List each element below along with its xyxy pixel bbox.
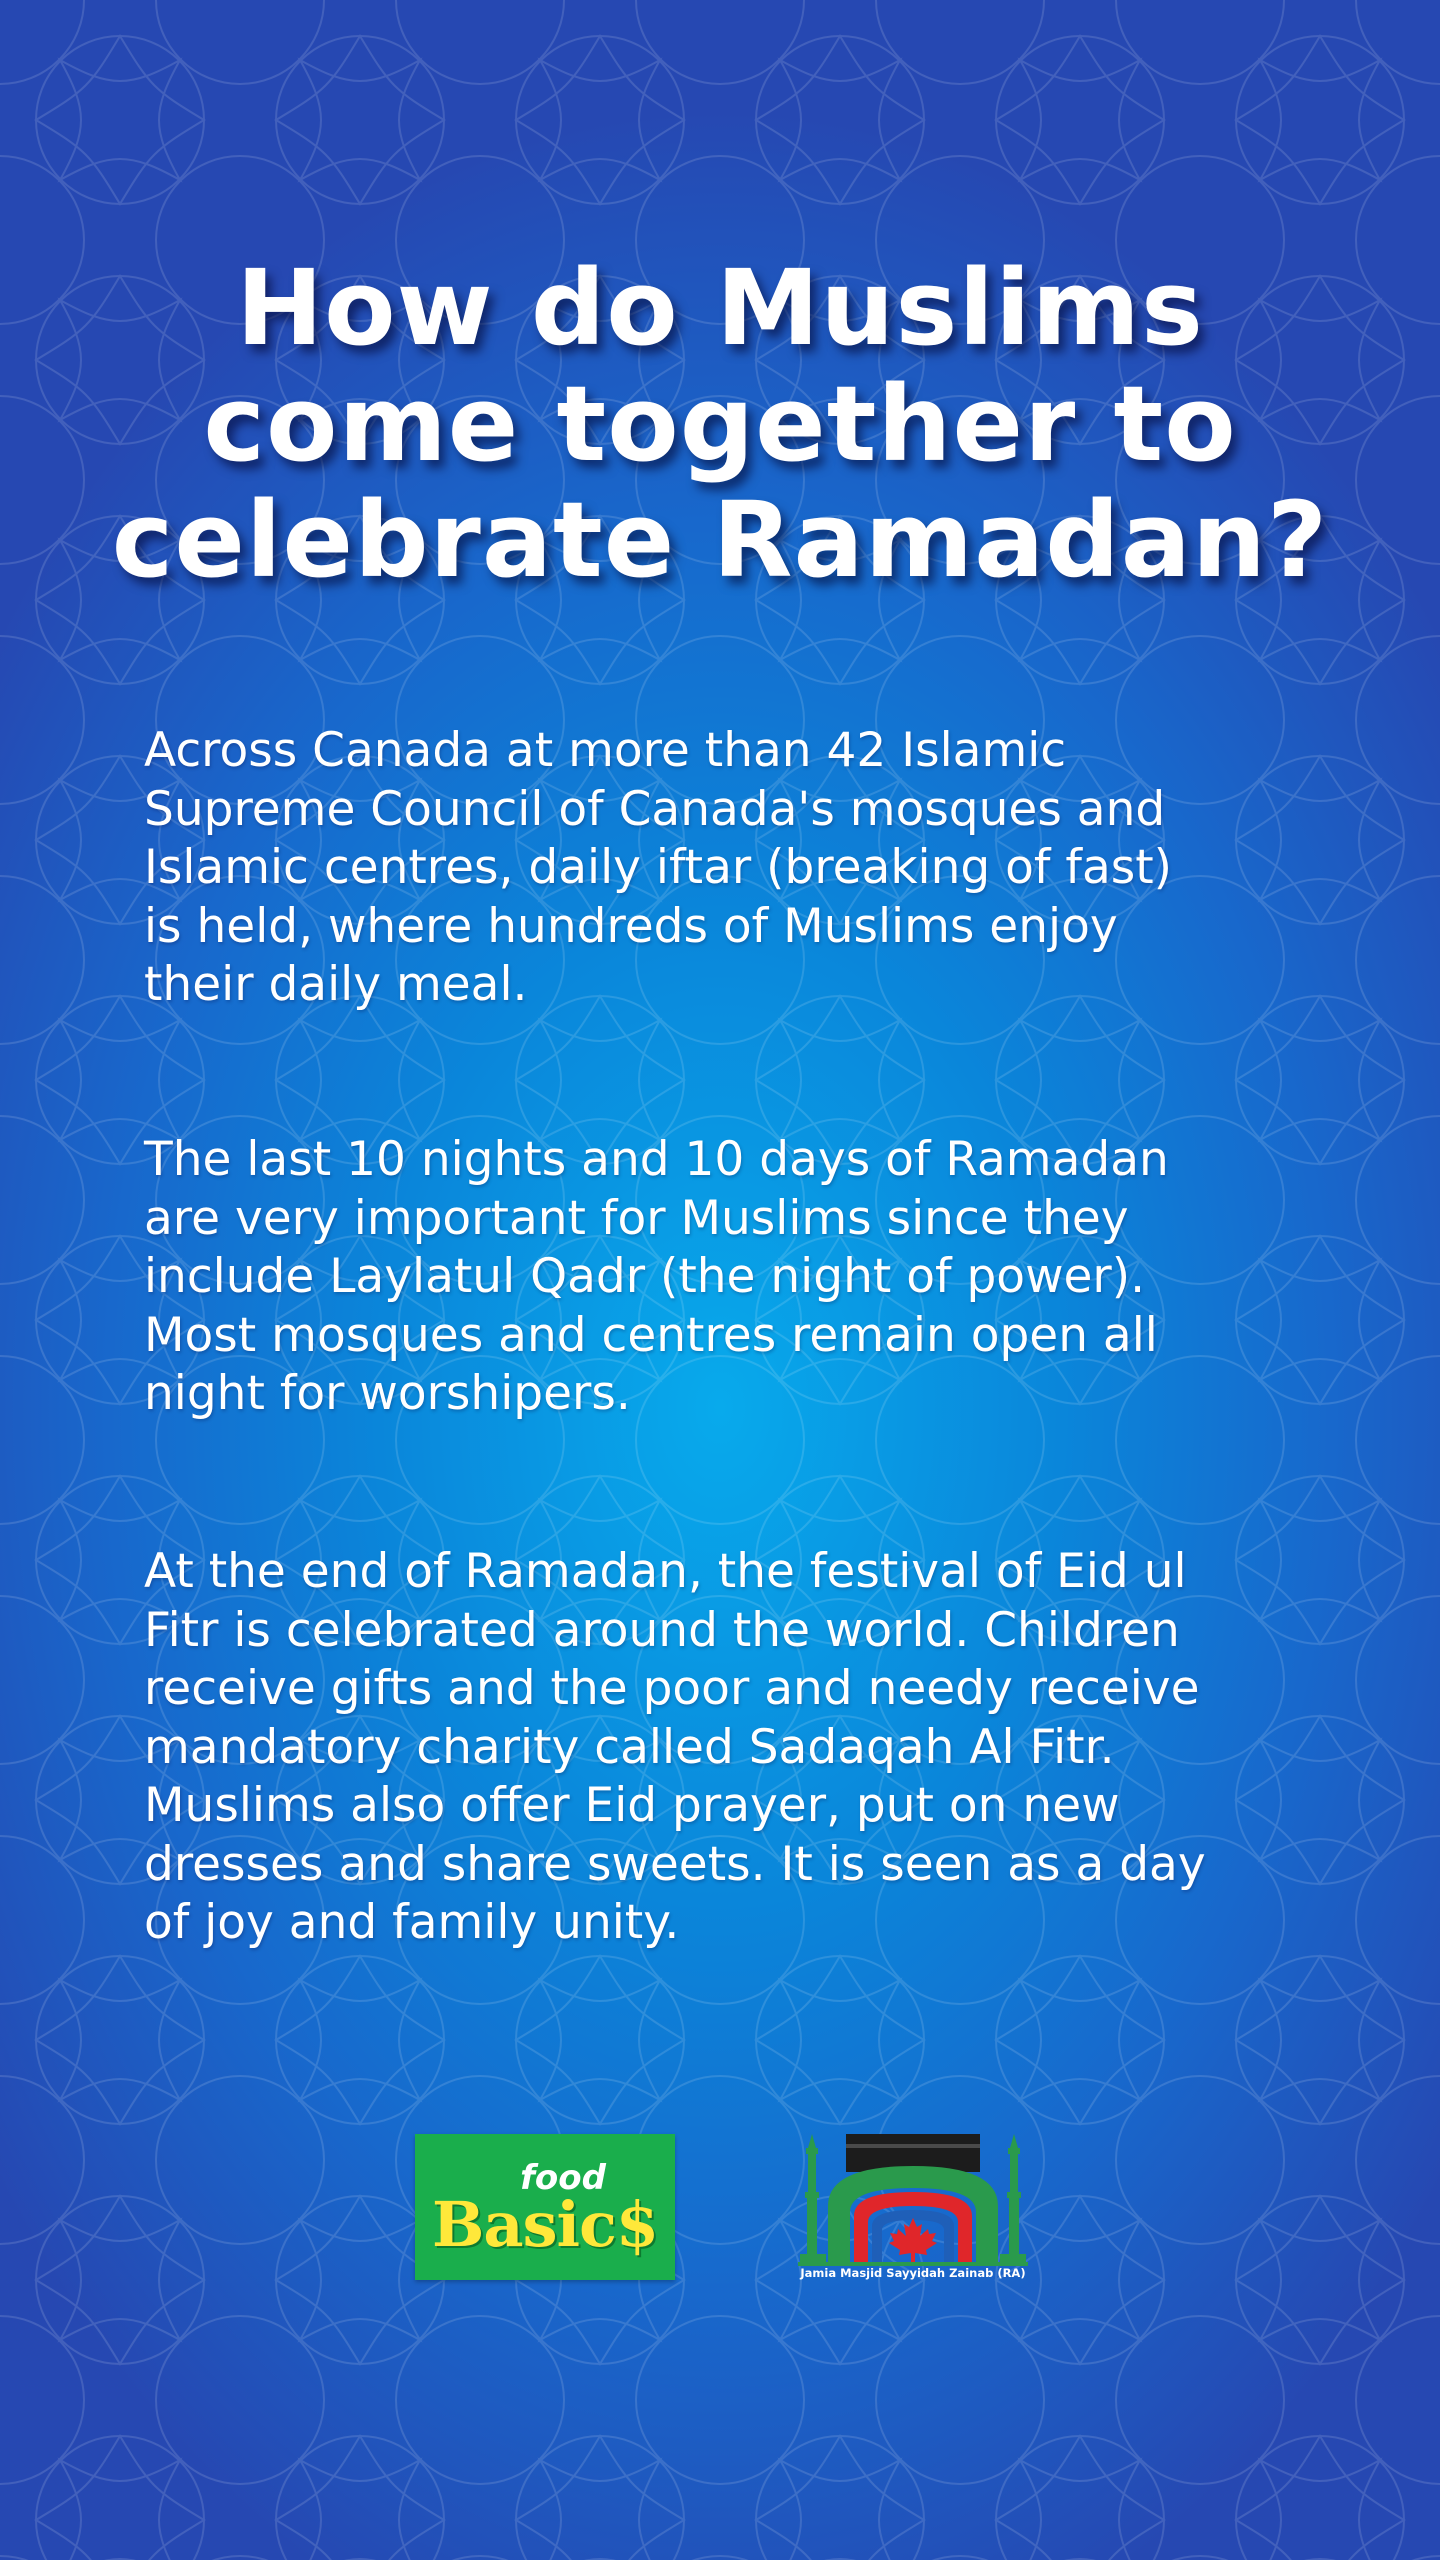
right-minaret [1000,2134,1026,2262]
food-basics-logo [415,2134,675,2280]
food-basics-logo-food-text: food [520,2158,606,2198]
food-basics-logo-basics-text: Basic$ [432,2188,658,2261]
masjid-name-text: Jamia Masjid Sayyidah Zainab (RA) [800,2266,1026,2280]
paragraph-last-ten-nights: The last 10 nights and 10 days of Ramadan are very important for Muslims since they include Laylatul Qadr (the night of power). Most mosques and centres remain open all night for worshipers. [144,1132,1169,1421]
mosque-maple-leaf-icon [798,2130,1028,2266]
left-minaret [800,2134,826,2262]
paragraph-eid-ul-fitr: At the end of Ramadan, the festival of Eid ul Fitr is celebrated around the world. Children receive gifts and the poor and needy receive mandatory charity called Sadaqah Al Fitr. Muslims also offer Eid prayer, put on new dresses and share sweets. It is seen as a day of joy and family unity. [144,1544,1206,1950]
masjid-logo [798,2130,1028,2290]
paragraph-daily-iftar: Across Canada at more than 42 Islamic Supreme Council of Canada's mosques and Islamic centres, daily iftar (breaking of fast) is held, where hundreds of Muslims enjoy their daily meal. [144,723,1173,1012]
poster-title: How do Muslims come together to celebrate Ramadan? [111,247,1329,601]
maple-leaf-icon [889,2218,937,2262]
